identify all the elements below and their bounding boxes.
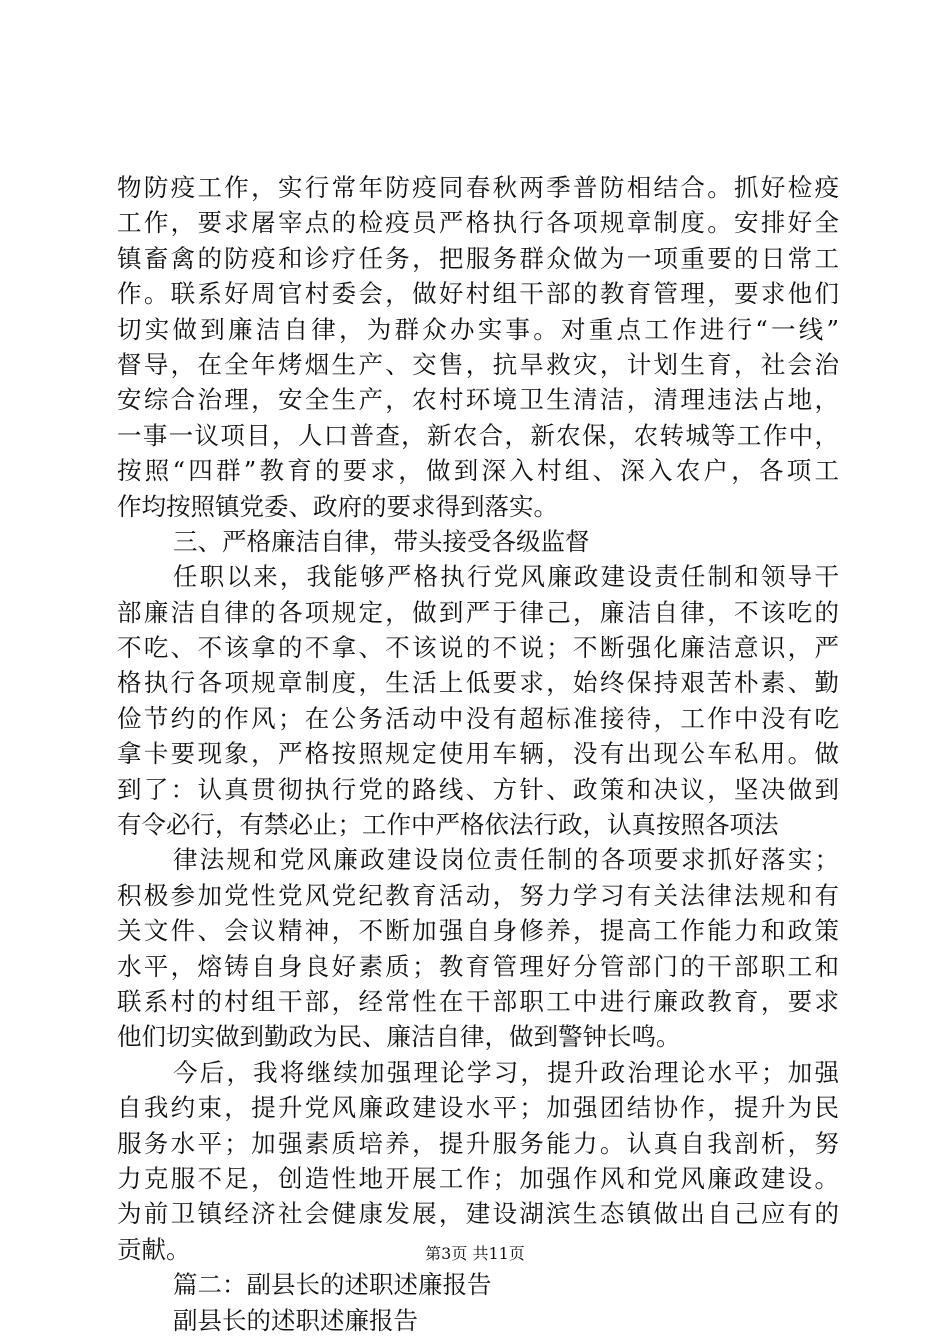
- text-line: 他们切实做到勤政为民、廉洁自律，做到警钟长鸣。: [117, 1022, 681, 1052]
- text-line: 积极参加党性党风党纪教育活动，努力学习有关法律法规和有: [117, 880, 839, 910]
- text-line: 篇二：副县长的述职述廉报告: [173, 1270, 492, 1300]
- text-line: 贡献。: [117, 1234, 191, 1264]
- text-line: 一事一议项目，人口普查，新农合，新农保，农转城等工作中，: [117, 420, 839, 450]
- text-line: 作。联系好周官村委会，做好村组干部的教育管理，要求他们: [117, 279, 839, 309]
- text-line: 到了：认真贯彻执行党的路线、方针、政策和决议，坚决做到: [117, 774, 839, 804]
- text-line: 不吃、不该拿的不拿、不该说的不说；不断强化廉洁意识，严: [117, 633, 839, 663]
- text-line: 安综合治理，安全生产，农村环境卫生清洁，清理违法占地，: [117, 385, 839, 415]
- text-line: 部廉洁自律的各项规定，做到严于律己，廉洁自律，不该吃的: [117, 597, 839, 627]
- text-line: 联系村的村组干部，经常性在干部职工中进行廉政教育，要求: [117, 986, 839, 1016]
- text-line: 三、严格廉洁自律，带头接受各级监督: [173, 526, 590, 556]
- text-line: 按照“四群”教育的要求，做到深入村组、深入农户，各项工: [117, 456, 839, 486]
- text-line: 为前卫镇经济社会健康发展，建设湖滨生态镇做出自己应有的: [117, 1199, 839, 1229]
- text-line: 作均按照镇党委、政府的要求得到落实。: [117, 491, 558, 521]
- text-line: 自我约束，提升党风廉政建设水平；加强团结协作，提升为民: [117, 1093, 839, 1123]
- text-line: 格执行各项规章制度，生活上低要求，始终保持艰苦朴素、勤: [117, 668, 839, 698]
- text-line: 今后，我将继续加强理论学习，提升政治理论水平；加强: [173, 1057, 839, 1087]
- text-line: 服务水平；加强素质培养，提升服务能力。认真自我剖析，努: [117, 1128, 839, 1158]
- text-line: 任职以来，我能够严格执行党风廉政建设责任制和领导干: [173, 562, 839, 592]
- text-line: 俭节约的作风；在公务活动中没有超标准接待，工作中没有吃: [117, 703, 839, 733]
- text-line: 工作，要求屠宰点的检疫员严格执行各项规章制度。安排好全: [117, 208, 839, 238]
- page-footer: 第3页 共11页: [425, 1244, 525, 1263]
- text-line: 关文件、会议精神，不断加强自身修养，提高工作能力和政策: [117, 916, 839, 946]
- text-line: 切实做到廉洁自律，为群众办实事。对重点工作进行“一线”: [117, 314, 839, 344]
- text-line: 物防疫工作，实行常年防疫同春秋两季普防相结合。抓好检疫: [117, 173, 839, 202]
- text-line: 律法规和党风廉政建设岗位责任制的各项要求抓好落实；: [173, 845, 839, 875]
- text-line: 副县长的述职述廉报告: [173, 1305, 418, 1335]
- text-line: 拿卡要现象，严格按照规定使用车辆，没有出现公车私用。做: [117, 739, 839, 769]
- text-line: 水平，熔铸自身良好素质；教育管理好分管部门的干部职工和: [117, 951, 839, 981]
- text-line: 镇畜禽的防疫和诊疗任务，把服务群众做为一项重要的日常工: [117, 243, 839, 273]
- text-line: 有令必行，有禁必止；工作中严格依法行政，认真按照各项法: [117, 810, 779, 840]
- text-line: 督导，在全年烤烟生产、交售，抗旱救灾，计划生育，社会治: [117, 349, 839, 379]
- body-text: [117, 170, 839, 1338]
- text-line: 力克服不足，创造性地开展工作；加强作风和党风廉政建设。: [117, 1163, 839, 1193]
